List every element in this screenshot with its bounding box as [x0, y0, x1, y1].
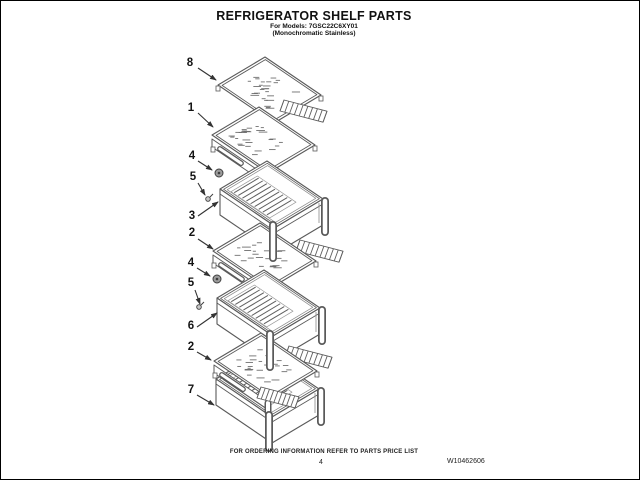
- callout-6: 6: [187, 320, 195, 332]
- page-number: 4: [319, 459, 323, 466]
- callout-5-upper: 5: [189, 171, 197, 183]
- callout-5-lower: 5: [187, 277, 195, 289]
- callout-2-upper: 2: [188, 227, 196, 239]
- page-title: REFRIGERATOR SHELF PARTS: [216, 9, 412, 23]
- ordering-note: FOR ORDERING INFORMATION REFER TO PARTS PRICE LIST: [229, 449, 419, 455]
- callout-8: 8: [186, 57, 194, 69]
- exploded-parts-diagram: [1, 1, 640, 480]
- callout-4-upper: 4: [188, 150, 196, 162]
- finish-subtitle: (Monochromatic Stainless): [272, 30, 356, 37]
- callout-7: 7: [187, 384, 195, 396]
- callout-2-lower: 2: [187, 341, 195, 353]
- callout-3: 3: [188, 210, 196, 222]
- models-subtitle: For Models: 7GSC22C6XY01: [270, 23, 358, 30]
- document-number: W10462606: [447, 458, 485, 465]
- callout-1: 1: [187, 102, 195, 114]
- callout-4-lower: 4: [187, 257, 195, 269]
